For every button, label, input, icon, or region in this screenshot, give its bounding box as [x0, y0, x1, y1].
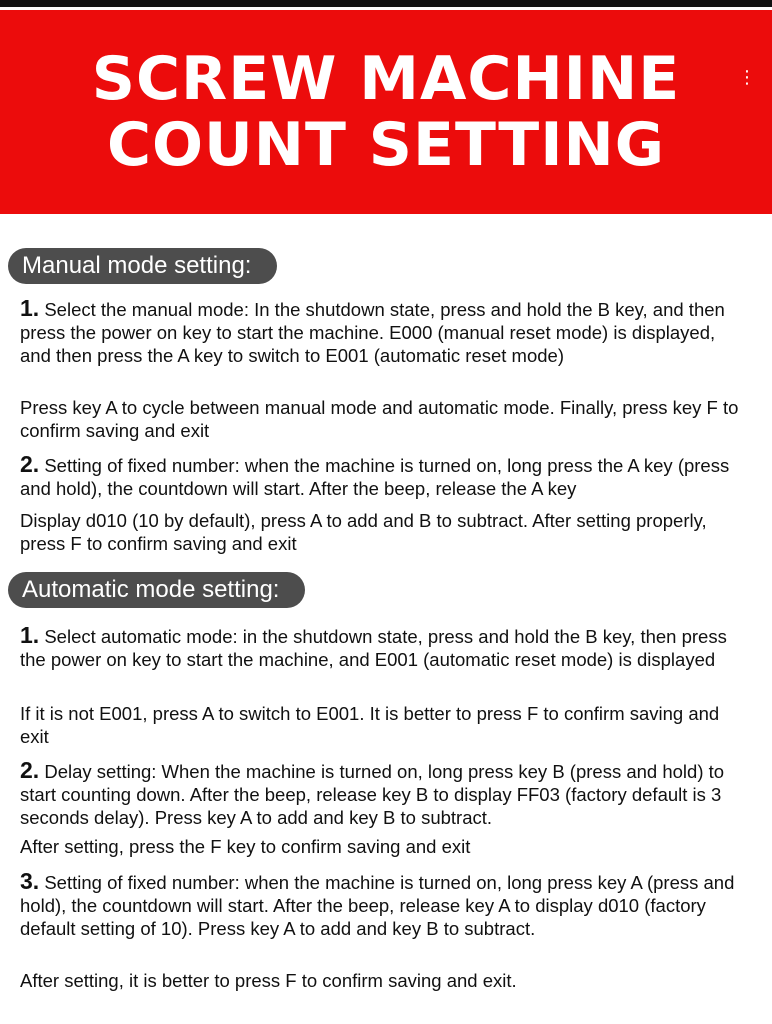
auto-step-2-number: 2.: [20, 757, 40, 783]
auto-step-1-number: 1.: [20, 622, 40, 648]
auto-step-3-text: Setting of fixed number: when the machine is turned on, long press key A (press and hold), the countdown will start. After the beep, release key A to display d010 (factory default setting of 10). Press key A to add and key B to subtract.: [20, 872, 735, 939]
banner-title-line-2: COUNT SETTING: [106, 110, 665, 180]
top-black-line: [0, 0, 772, 7]
manual-mode-heading: Manual mode setting:: [8, 248, 277, 284]
automatic-mode-heading: Automatic mode setting:: [8, 572, 305, 608]
manual-step-1: [20, 297, 750, 367]
manual-step-1-number: 1.: [20, 295, 40, 321]
manual-step-1-note: [20, 396, 750, 442]
auto-step-2-note-text: After setting, press the F key to confirm saving and exit: [20, 836, 471, 857]
more-options-icon: ⋮: [738, 67, 756, 87]
auto-step-1: [20, 624, 750, 671]
auto-step-3-note: [20, 969, 750, 992]
auto-step-2: [20, 759, 750, 829]
auto-step-3-note-text: After setting, it is better to press F to confirm saving and exit.: [20, 970, 517, 991]
auto-step-3-number: 3.: [20, 868, 40, 894]
title-banner: [0, 10, 772, 214]
auto-step-2-text: Delay setting: When the machine is turned on, long press key B (press and hold) to start counting down. After the beep, release key B to display FF03 (factory default is 3 seconds delay). Press key A to add and key B to subtract.: [20, 761, 725, 828]
auto-step-1-note-text: If it is not E001, press A to switch to E001. It is better to press F to confirm saving and exit: [20, 703, 720, 747]
manual-step-2: [20, 453, 750, 500]
manual-step-2-note: [20, 509, 750, 555]
top-border: [0, 0, 772, 10]
manual-step-2-number: 2.: [20, 451, 40, 477]
manual-step-1-text: Select the manual mode: In the shutdown state, press and hold the B key, and then press the power on key to start the machine. E000 (manual reset mode) is displayed, and then press the A key to switch to E001 (automatic reset mode): [20, 299, 725, 366]
manual-step-2-text: Setting of fixed number: when the machine is turned on, long press the A key (press and hold), the countdown will start. After the beep, release the A key: [20, 455, 730, 499]
auto-step-3: [20, 870, 750, 940]
auto-step-2-note: [20, 835, 750, 858]
banner-title-line-1: SCREW MACHINE: [91, 44, 681, 114]
auto-step-1-text: Select automatic mode: in the shutdown state, press and hold the B key, then press the power on key to start the machine, and E001 (automatic reset mode) is displayed: [20, 626, 727, 670]
auto-step-1-note: [20, 702, 750, 748]
manual-step-1-note-text: Press key A to cycle between manual mode and automatic mode. Finally, press key F to confirm saving and exit: [20, 397, 739, 441]
manual-step-2-note-text: Display d010 (10 by default), press A to add and B to subtract. After setting properly, press F to confirm saving and exit: [20, 510, 707, 554]
